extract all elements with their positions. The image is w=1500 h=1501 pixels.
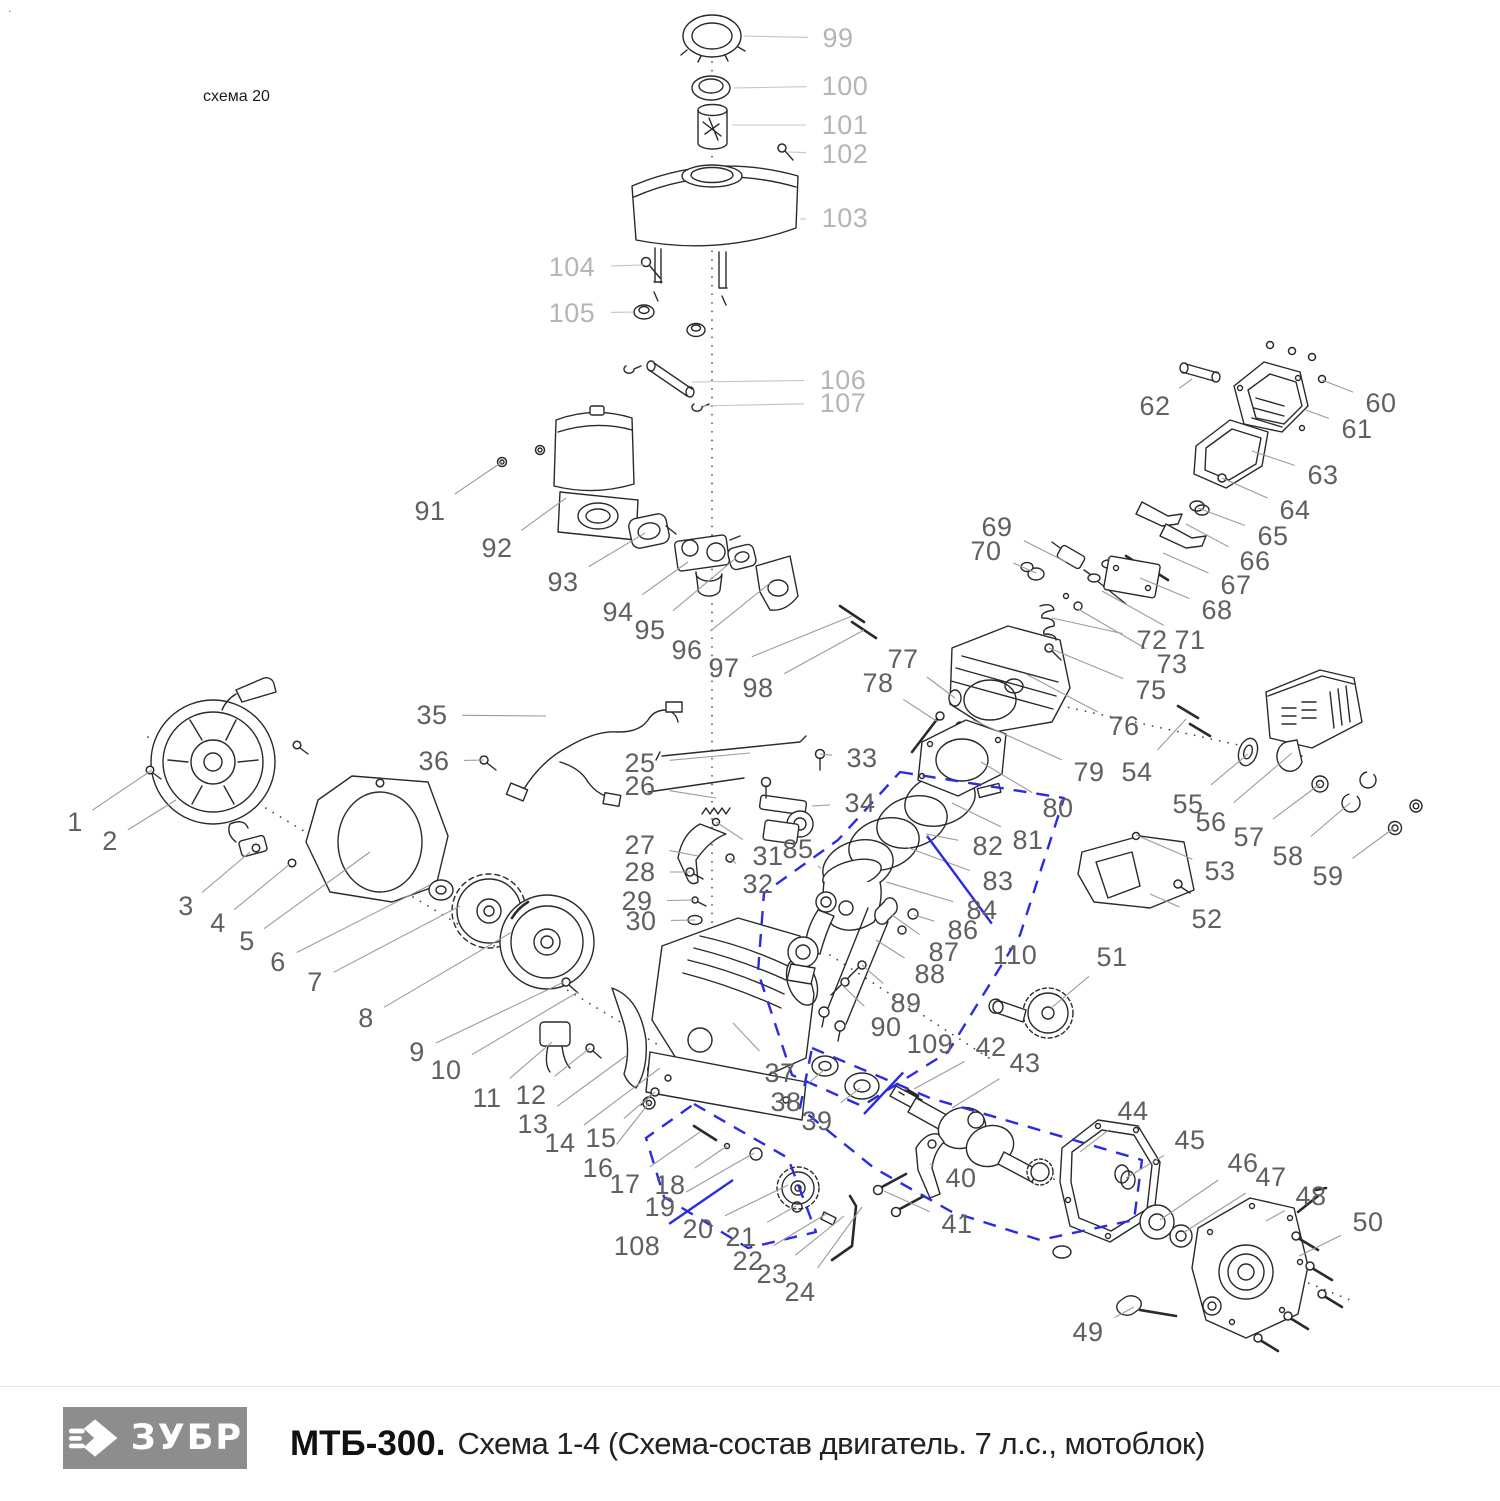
part-label-3: 3 <box>178 891 194 921</box>
part-label-17: 17 <box>609 1169 640 1199</box>
part-label-88: 88 <box>914 959 945 989</box>
part-label-19: 19 <box>644 1192 675 1222</box>
part-label-23: 23 <box>756 1259 787 1289</box>
part-label-90: 90 <box>870 1012 901 1042</box>
part-label-22: 22 <box>732 1246 763 1276</box>
scheme-note: схема 20 <box>203 88 270 106</box>
part-label-109: 109 <box>907 1029 954 1059</box>
valve-cover-sketch <box>1103 342 1325 599</box>
part-label-52: 52 <box>1191 904 1222 934</box>
leader-line-98 <box>784 630 864 674</box>
leader-line-85 <box>818 866 821 868</box>
part-label-6: 6 <box>270 947 286 977</box>
part-label-14: 14 <box>544 1128 575 1158</box>
part-label-16: 16 <box>582 1153 613 1183</box>
leader-line-50 <box>1299 1235 1341 1256</box>
corner-mark: . <box>8 0 12 15</box>
part-label-29: 29 <box>621 886 652 916</box>
part-label-45: 45 <box>1174 1125 1205 1155</box>
part-label-10: 10 <box>430 1055 461 1085</box>
leader-line-88 <box>876 940 905 958</box>
part-label-84: 84 <box>966 895 997 925</box>
leader-line-102 <box>788 152 806 153</box>
engine-block-sketch <box>646 736 823 1120</box>
leader-line-107 <box>700 404 804 406</box>
leader-line-51 <box>1050 976 1089 1009</box>
leader-line-26 <box>670 791 716 798</box>
part-label-59: 59 <box>1312 861 1343 891</box>
part-label-26: 26 <box>624 771 655 801</box>
part-label-75: 75 <box>1135 675 1166 705</box>
part-label-33: 33 <box>846 743 877 773</box>
part-label-97: 97 <box>708 653 739 683</box>
part-label-12: 12 <box>515 1080 546 1110</box>
footer-model: МТБ-300. <box>290 1424 445 1464</box>
zubr-logo-icon <box>67 1416 123 1460</box>
part-label-11: 11 <box>472 1083 501 1113</box>
part-label-72: 72 <box>1136 625 1167 655</box>
footer <box>0 1386 1500 1501</box>
leader-line-67 <box>1163 553 1209 573</box>
part-label-65: 65 <box>1257 521 1288 551</box>
camshaft-sketch <box>989 988 1073 1038</box>
part-label-2: 2 <box>102 826 118 856</box>
leader-line-97 <box>752 616 852 657</box>
leader-line-89 <box>862 965 883 983</box>
fuel-system-sketch <box>624 15 798 411</box>
part-label-107: 107 <box>820 388 867 418</box>
leader-line-1 <box>92 770 152 810</box>
part-label-31: 31 <box>752 841 783 871</box>
part-label-38: 38 <box>770 1087 801 1117</box>
part-label-7: 7 <box>307 967 323 997</box>
part-label-99: 99 <box>822 23 853 53</box>
leader-line-41 <box>884 1191 930 1212</box>
part-label-24: 24 <box>784 1277 815 1307</box>
part-label-48: 48 <box>1295 1181 1326 1211</box>
part-label-66: 66 <box>1239 546 1270 576</box>
leader-line-100 <box>734 87 806 88</box>
heat-shield-sketch <box>1078 833 1194 909</box>
leader-line-18 <box>695 1146 727 1168</box>
part-label-63: 63 <box>1307 460 1338 490</box>
part-label-103: 103 <box>822 203 869 233</box>
part-label-50: 50 <box>1352 1207 1383 1237</box>
leader-line-54 <box>1157 719 1186 750</box>
crankshaft-sketch <box>812 1056 1053 1260</box>
part-label-54: 54 <box>1121 757 1152 787</box>
part-label-105: 105 <box>549 298 596 328</box>
part-label-44: 44 <box>1117 1096 1148 1126</box>
part-label-9: 9 <box>409 1037 425 1067</box>
part-label-34: 34 <box>844 788 875 818</box>
leader-line-2 <box>128 800 176 830</box>
part-label-100: 100 <box>822 71 869 101</box>
part-label-91: 91 <box>414 496 445 526</box>
part-label-104: 104 <box>549 252 596 282</box>
part-label-56: 56 <box>1195 807 1226 837</box>
part-label-87: 87 <box>928 937 959 967</box>
part-label-35: 35 <box>416 700 447 730</box>
part-label-42: 42 <box>975 1032 1006 1062</box>
part-label-67: 67 <box>1220 570 1251 600</box>
leader-line-46 <box>1160 1180 1218 1220</box>
recoil-starter-sketch <box>151 678 276 857</box>
part-label-106: 106 <box>820 365 867 395</box>
zubr-logo <box>63 1407 247 1469</box>
leader-line-4 <box>234 864 290 910</box>
footer-title <box>290 1387 1205 1501</box>
part-label-18: 18 <box>654 1170 685 1200</box>
leader-line-23 <box>795 1216 844 1255</box>
leader-line-78 <box>903 699 938 722</box>
leader-line-65 <box>1198 508 1245 526</box>
leader-line-94 <box>642 562 688 595</box>
part-label-47: 47 <box>1255 1162 1286 1192</box>
leader-line-55 <box>1211 754 1248 785</box>
part-label-79: 79 <box>1073 757 1104 787</box>
leader-line-81 <box>952 803 1001 827</box>
leader-line-12 <box>555 1048 591 1076</box>
part-label-98: 98 <box>742 673 773 703</box>
part-label-81: 81 <box>1012 825 1043 855</box>
part-label-86: 86 <box>947 915 978 945</box>
part-label-30: 30 <box>625 906 656 936</box>
footer-subtitle: Схема 1-4 (Схема-состав двигатель. 7 л.с., мотоблок) <box>457 1426 1204 1462</box>
part-label-55: 55 <box>1172 789 1203 819</box>
part-label-95: 95 <box>634 615 665 645</box>
part-label-5: 5 <box>239 926 255 956</box>
part-label-73: 73 <box>1156 649 1187 679</box>
part-label-37: 37 <box>764 1058 795 1088</box>
part-label-20: 20 <box>682 1214 713 1244</box>
leader-line-21 <box>767 1206 796 1222</box>
part-label-46: 46 <box>1227 1148 1258 1178</box>
leader-line-91 <box>455 462 502 494</box>
part-label-57: 57 <box>1233 822 1264 852</box>
part-label-76: 76 <box>1108 711 1139 741</box>
part-label-83: 83 <box>982 866 1013 896</box>
leader-line-84 <box>886 882 953 902</box>
leader-line-17 <box>650 1132 700 1167</box>
leader-line-99 <box>744 36 808 37</box>
leader-line-104 <box>611 265 643 266</box>
leader-line-86 <box>914 915 934 921</box>
leader-line-64 <box>1222 478 1268 498</box>
leader-line-16 <box>617 1103 650 1144</box>
part-label-68: 68 <box>1201 595 1232 625</box>
leader-line-42 <box>914 1061 965 1089</box>
leader-line-20 <box>725 1185 788 1216</box>
leader-line-72 <box>1052 618 1123 634</box>
part-label-49: 49 <box>1072 1317 1103 1347</box>
part-label-108: 108 <box>614 1231 661 1261</box>
leader-line-59 <box>1352 828 1394 858</box>
part-label-43: 43 <box>1009 1048 1040 1078</box>
muffler-sketch <box>1235 670 1422 835</box>
part-label-101: 101 <box>822 110 869 140</box>
part-label-85: 85 <box>782 834 813 864</box>
part-label-71: 71 <box>1174 625 1205 655</box>
part-label-32: 32 <box>742 869 773 899</box>
leader-line-58 <box>1311 803 1350 837</box>
leader-line-34 <box>812 805 830 806</box>
leader-line-60 <box>1322 380 1353 392</box>
part-label-28: 28 <box>624 857 655 887</box>
leader-line-11 <box>510 1042 552 1078</box>
zubr-logo-text: ЗУБР <box>131 1418 243 1458</box>
leader-line-22 <box>774 1214 826 1246</box>
part-label-82: 82 <box>972 831 1003 861</box>
leader-line-43 <box>952 1079 1000 1108</box>
part-label-15: 15 <box>585 1123 616 1153</box>
part-label-110: 110 <box>993 940 1038 970</box>
part-label-58: 58 <box>1272 841 1303 871</box>
part-label-92: 92 <box>481 533 512 563</box>
part-label-94: 94 <box>602 597 633 627</box>
part-label-78: 78 <box>862 668 893 698</box>
flywheel-group-sketch <box>306 776 663 1088</box>
part-label-102: 102 <box>822 139 869 169</box>
part-label-60: 60 <box>1365 388 1396 418</box>
part-label-96: 96 <box>671 635 702 665</box>
part-label-39: 39 <box>801 1106 832 1136</box>
leader-line-106 <box>692 381 804 383</box>
leader-line-19 <box>686 1153 754 1192</box>
leader-line-62 <box>1179 379 1192 388</box>
part-label-89: 89 <box>890 988 921 1018</box>
part-label-64: 64 <box>1279 495 1310 525</box>
leader-line-7 <box>334 906 460 972</box>
part-label-4: 4 <box>210 908 226 938</box>
part-label-13: 13 <box>517 1109 548 1139</box>
part-label-61: 61 <box>1341 414 1372 444</box>
leader-line-35 <box>462 715 546 716</box>
part-label-21: 21 <box>725 1222 756 1252</box>
leader-line-29 <box>667 900 695 901</box>
leader-line-3 <box>202 852 250 893</box>
part-label-77: 77 <box>887 644 918 674</box>
part-label-69: 69 <box>981 512 1012 542</box>
part-label-41: 41 <box>941 1209 972 1239</box>
part-label-53: 53 <box>1204 856 1235 886</box>
part-label-93: 93 <box>547 567 578 597</box>
part-label-51: 51 <box>1096 942 1127 972</box>
part-label-62: 62 <box>1139 391 1170 421</box>
part-label-40: 40 <box>945 1163 976 1193</box>
part-label-25: 25 <box>624 748 655 778</box>
part-label-70: 70 <box>970 536 1001 566</box>
leader-line-8 <box>384 932 512 1007</box>
part-label-36: 36 <box>418 746 449 776</box>
leader-line-61 <box>1306 410 1329 419</box>
part-label-8: 8 <box>358 1003 374 1033</box>
leader-line-57 <box>1273 784 1320 819</box>
part-label-1: 1 <box>67 807 83 837</box>
part-label-80: 80 <box>1042 793 1073 823</box>
part-label-27: 27 <box>624 830 655 860</box>
